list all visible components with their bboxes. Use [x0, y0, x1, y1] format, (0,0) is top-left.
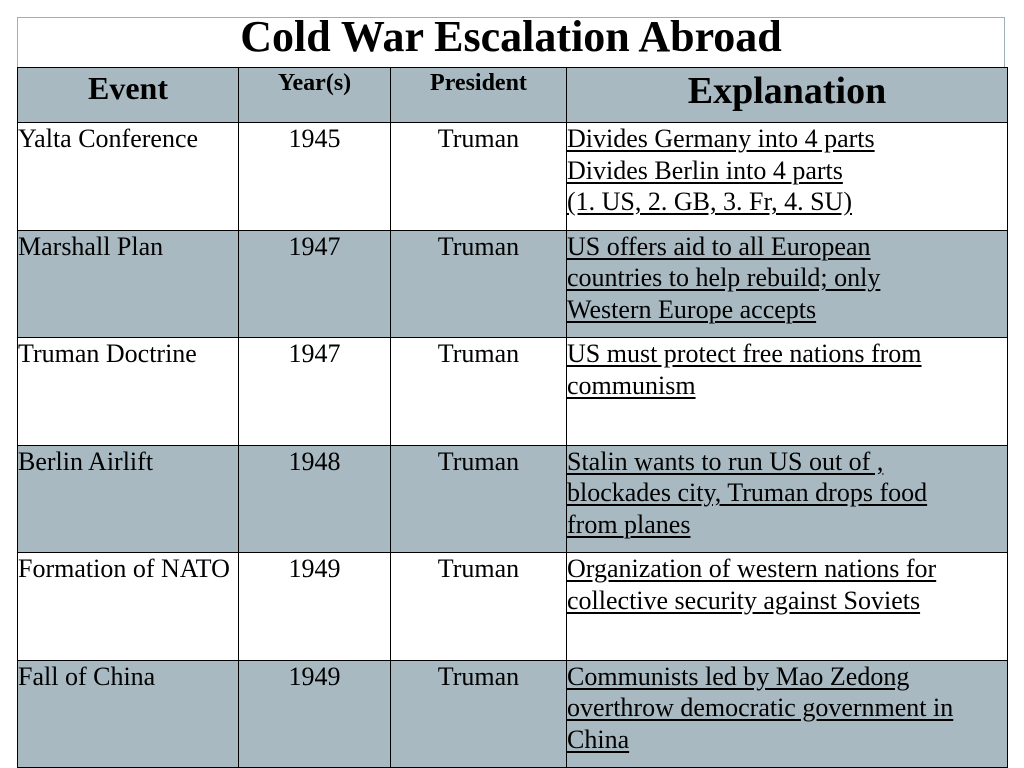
president-cell: Truman: [391, 230, 567, 338]
year-cell: 1947: [239, 230, 391, 338]
explanation-cell: [567, 445, 1008, 553]
table-row: [18, 553, 1008, 661]
explanation-line: from planes: [567, 509, 691, 539]
explanation-cell: [567, 660, 1008, 768]
explanation-cell: [567, 553, 1008, 661]
event-cell: Yalta Conference: [18, 123, 239, 231]
explanation-line: collective security against Soviets: [567, 585, 921, 615]
president-cell: Truman: [391, 445, 567, 553]
event-cell: Fall of China: [18, 660, 239, 768]
explanation-line: Communists led by Mao Zedong: [567, 661, 910, 691]
explanation-line: overthrow democratic government in: [567, 693, 954, 722]
explanation-cell: [567, 338, 1008, 446]
explanation-line: blockades city, Truman drops food: [567, 478, 928, 507]
explanation-line: US offers aid to all European: [567, 231, 871, 261]
explanation-line: US must protect free nations from: [567, 339, 922, 368]
president-cell: Truman: [391, 123, 567, 231]
president-cell: Truman: [391, 338, 567, 446]
header-explanation: Explanation: [567, 68, 1008, 123]
table-body: [18, 123, 1008, 768]
year-cell: 1947: [239, 338, 391, 446]
header-event: Event: [18, 68, 239, 123]
explanation-line: Western Europe accepts: [567, 294, 817, 324]
year-cell: 1948: [239, 445, 391, 553]
year-cell: 1945: [239, 123, 391, 231]
table-row: [18, 338, 1008, 446]
title-frame: [17, 12, 1005, 67]
table-header-row: [18, 68, 1008, 123]
table-row: [18, 445, 1008, 553]
explanation-line: (1. US, 2. GB, 3. Fr, 4. SU): [567, 187, 852, 216]
explanation-cell: [567, 230, 1008, 338]
explanation-line: communism: [567, 370, 696, 400]
explanation-line: Divides Germany into 4 parts: [567, 124, 875, 153]
event-cell: Berlin Airlift: [18, 445, 239, 553]
explanation-line: countries to help rebuild; only: [567, 263, 881, 292]
header-years: Year(s): [239, 68, 391, 123]
president-cell: Truman: [391, 660, 567, 768]
slide-title: Cold War Escalation Abroad: [240, 12, 782, 61]
president-cell: Truman: [391, 553, 567, 661]
year-cell: 1949: [239, 660, 391, 768]
event-cell: Truman Doctrine: [18, 338, 239, 446]
event-cell: Formation of NATO: [18, 553, 239, 661]
events-table: [17, 67, 1008, 768]
table-row: [18, 230, 1008, 338]
explanation-line: Stalin wants to run US out of ,: [567, 446, 884, 476]
explanation-line: Organization of western nations for: [567, 554, 937, 583]
event-cell: Marshall Plan: [18, 230, 239, 338]
table-row: [18, 660, 1008, 768]
explanation-line: China: [567, 724, 630, 754]
explanation-cell: [567, 123, 1008, 231]
explanation-line: Divides Berlin into 4 parts: [567, 155, 843, 185]
header-president: President: [391, 68, 567, 123]
year-cell: 1949: [239, 553, 391, 661]
table-row: [18, 123, 1008, 231]
